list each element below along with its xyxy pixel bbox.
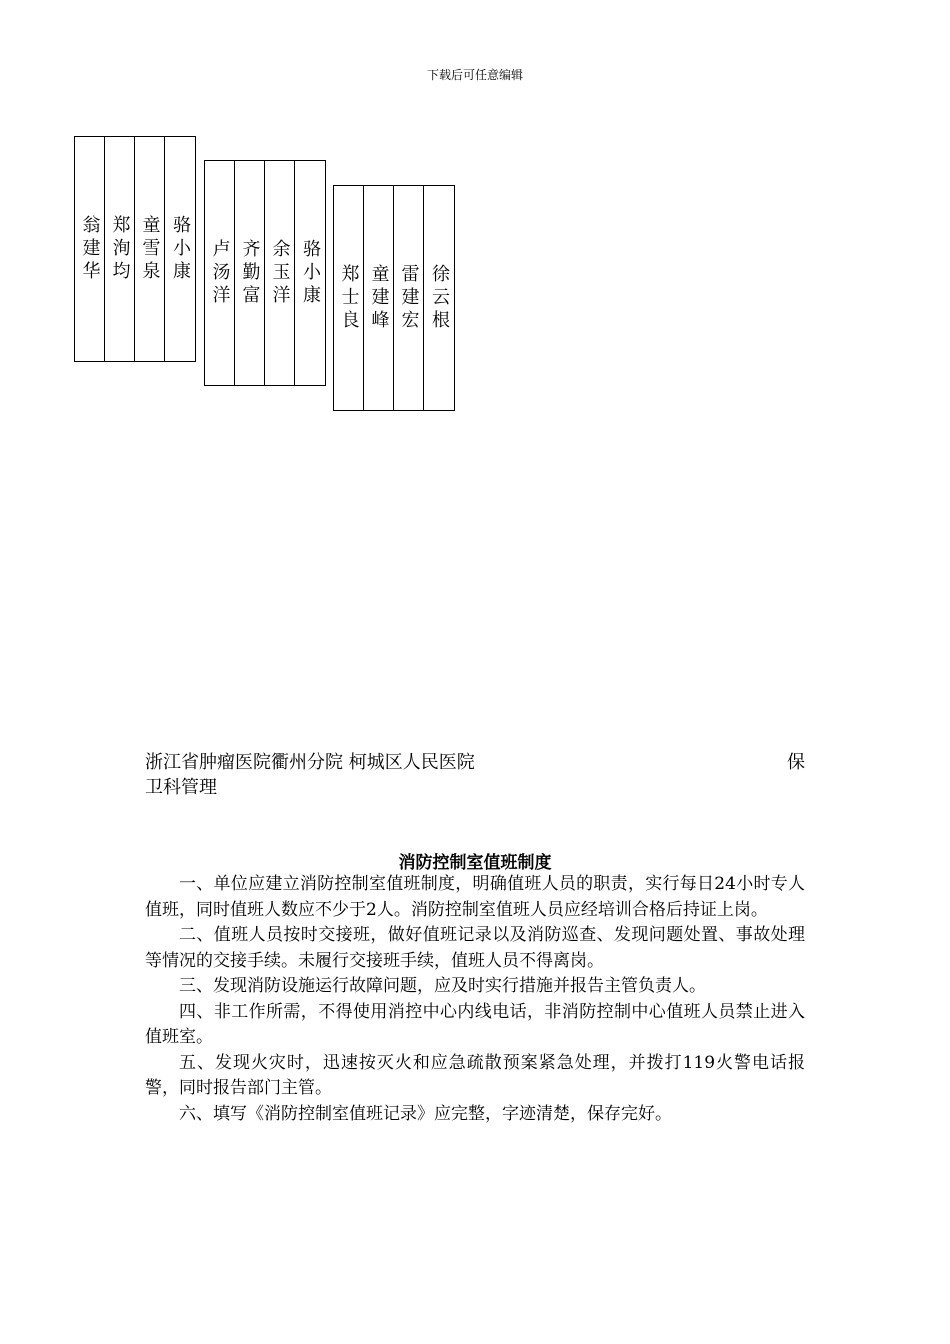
roster-name: 翁建华 xyxy=(79,214,101,284)
roster-cell xyxy=(165,137,195,361)
roster-table-2 xyxy=(204,160,326,386)
roster-name: 齐勤富 xyxy=(239,238,261,308)
roster-name: 郑士良 xyxy=(338,263,360,333)
roster-name: 雷建宏 xyxy=(398,263,420,333)
org-name: 浙江省肿瘤医院衢州分院 柯城区人民医院 xyxy=(145,752,475,773)
document-title: 消防控制室值班制度 xyxy=(398,853,552,873)
org-line xyxy=(145,748,805,774)
roster-name: 骆小康 xyxy=(300,238,321,308)
roster-name: 余玉洋 xyxy=(269,238,291,308)
roster-table-1 xyxy=(74,136,196,362)
paragraph: 二、值班人员按时交接班，做好值班记录以及消防巡查、发现问题处置、事故处理等情况的交接手续。未履行交接班手续，值班人员不得离岗。 xyxy=(145,925,805,971)
roster-cell xyxy=(105,137,135,361)
roster-cell xyxy=(135,137,165,361)
paragraph: 四、非工作所需，不得使用消控中心内线电话，非消防控制中心值班人员禁止进入值班室。 xyxy=(145,1001,805,1047)
roster-cell xyxy=(235,161,265,385)
paragraph: 三、发现消防设施运行故障问题，应及时实行措施并报告主管负责人。 xyxy=(179,976,706,996)
paragraph: 六、填写《消防控制室值班记录》应完整，字迹清楚，保存完好。 xyxy=(179,1103,672,1124)
roster-cell xyxy=(334,186,364,410)
roster-cell xyxy=(75,137,105,361)
roster-name: 徐云根 xyxy=(429,263,450,333)
header-note: 下载后可任意编辑 xyxy=(426,68,523,82)
roster-name: 骆小康 xyxy=(170,214,191,284)
roster-name: 童建峰 xyxy=(368,263,390,333)
roster-cell xyxy=(364,186,394,410)
paragraph: 五、发现火灾时，迅速按灭火和应急疏散预案紧急处理，并拨打119火警电话报警，同时报告部门主管。 xyxy=(145,1052,805,1098)
document-body xyxy=(145,872,805,1127)
roster-cell xyxy=(394,186,424,410)
roster-table-3 xyxy=(333,185,455,411)
roster-cell xyxy=(424,186,454,410)
roster-cell xyxy=(265,161,295,385)
roster-name: 童雪泉 xyxy=(139,214,161,284)
roster-cell xyxy=(295,161,325,385)
paragraph: 一、单位应建立消防控制室值班制度，明确值班人员的职责，实行每日24小时专人值班，同时值班人数应不少于2人。消防控制室值班人员应经培训合格后持证上岗。 xyxy=(145,874,805,920)
org-dept-start: 保 xyxy=(787,752,805,773)
org-dept-continued: 卫科管理 xyxy=(145,777,217,798)
roster-cell xyxy=(205,161,235,385)
roster-name: 卢汤洋 xyxy=(209,238,231,308)
roster-name: 郑洵均 xyxy=(109,214,131,284)
